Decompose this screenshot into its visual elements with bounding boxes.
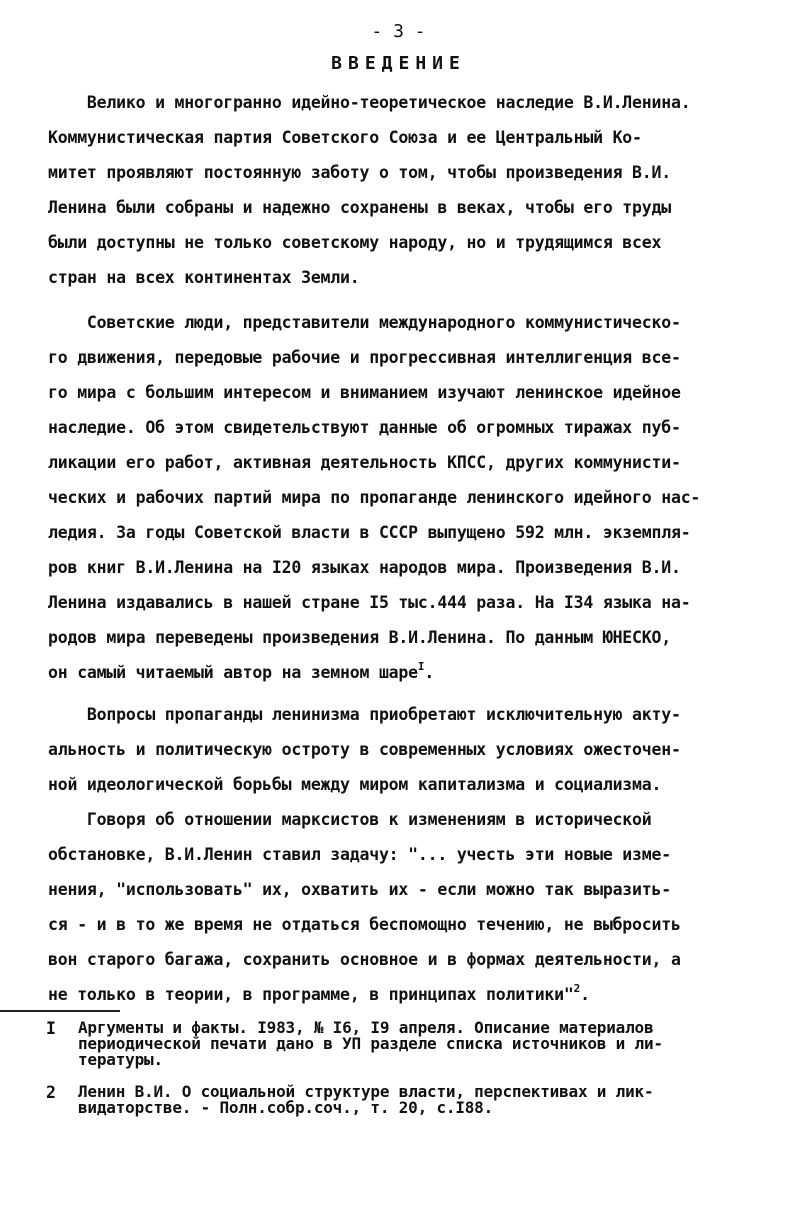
body-line: Коммунистическая партия Советского Союза и ее Центральный Ко-	[48, 128, 642, 147]
body-line: Велико и многогранно идейно-теоретическое наследие В.И.Ленина.	[48, 93, 691, 112]
footnote-line: Аргументы и факты. I983, № I6, I9 апреля. Описание материалов	[78, 1018, 654, 1037]
body-line: Ленина были собраны и надежно сохранены в веках, чтобы его труды	[48, 198, 671, 217]
section-heading: ВВЕДЕНИЕ	[331, 53, 466, 74]
footnote-separator	[0, 1010, 120, 1012]
footnote-ref-1: I	[417, 660, 425, 673]
body-line: го мира с большим интересом и вниманием изучают ленинское идейное	[48, 383, 681, 402]
line-end-period: .	[580, 985, 590, 1004]
body-line: наследие. Об этом свидетельствуют данные об огромных тиражах пуб-	[48, 418, 681, 437]
body-line: нения, "использовать" их, охватить их - если можно так выразить-	[48, 880, 671, 899]
body-line: стран на всех континентах Земли.	[48, 268, 360, 287]
page-number: - 3 -	[371, 21, 426, 42]
body-line-text: он самый читаемый автор на земном шаре	[48, 663, 418, 682]
footnote-line: видаторстве. - Полн.собр.соч., т. 20, с.I88.	[78, 1098, 494, 1117]
body-line-text: не только в теории, в программе, в принципах политики"	[48, 985, 574, 1004]
body-line: ческих и рабочих партий мира по пропаганде ленинского идейного нас-	[48, 488, 701, 507]
footnote-number: 2	[46, 1083, 56, 1102]
footnote-line: Ленин В.И. О социальной структуре власти, перспективах и лик-	[78, 1082, 654, 1101]
body-line: Ленина издавались в нашей стране I5 тыс.444 раза. На I34 языка на-	[48, 593, 691, 612]
body-line-with-footnote-1	[48, 662, 434, 686]
body-line: обстановке, В.И.Ленин ставил задачу: "... учесть эти новые изме-	[48, 845, 671, 864]
body-line: митет проявляют постоянную заботу о том, чтобы произведения В.И.	[48, 163, 671, 182]
footnote-number: I	[46, 1019, 56, 1038]
footnote-line: тературы.	[78, 1050, 163, 1069]
body-line: родов мира переведены произведения В.И.Ленина. По данным ЮНЕСКО,	[48, 628, 671, 647]
footnote-ref-2: 2	[573, 982, 581, 995]
body-line: вон старого багажа, сохранить основное и в формах деятельности, а	[48, 950, 681, 969]
body-line-with-footnote-2	[48, 984, 590, 1008]
body-line: ликации его работ, активная деятельность КПСС, других коммунисти-	[48, 453, 681, 472]
line-end-period: .	[424, 663, 435, 682]
body-line: ной идеологической борьбы между миром капитализма и социализма.	[48, 775, 662, 794]
body-line: ледия. За годы Советской власти в СССР выпущено 592 млн. экземпля-	[48, 523, 691, 542]
footnote-line: периодической печати дано в УП разделе списка источников и ли-	[78, 1034, 663, 1053]
body-line: альность и политическую остроту в современных условиях ожесточен-	[48, 740, 681, 759]
body-line: Говоря об отношении марксистов к изменениям в исторической	[48, 810, 652, 829]
body-line: Вопросы пропаганды ленинизма приобретают исключительную акту-	[48, 705, 681, 724]
body-line: Советские люди, представители международного коммунистическо-	[48, 313, 681, 332]
body-line: ся - и в то же время не отдаться беспомощно течению, не выбросить	[48, 915, 681, 934]
body-line: го движения, передовые рабочие и прогрессивная интеллигенция все-	[48, 348, 681, 367]
body-line: были доступны не только советскому народу, но и трудящимся всех	[48, 233, 662, 252]
body-line: ров книг В.И.Ленина на I20 языках народов мира. Произведения В.И.	[48, 558, 681, 577]
